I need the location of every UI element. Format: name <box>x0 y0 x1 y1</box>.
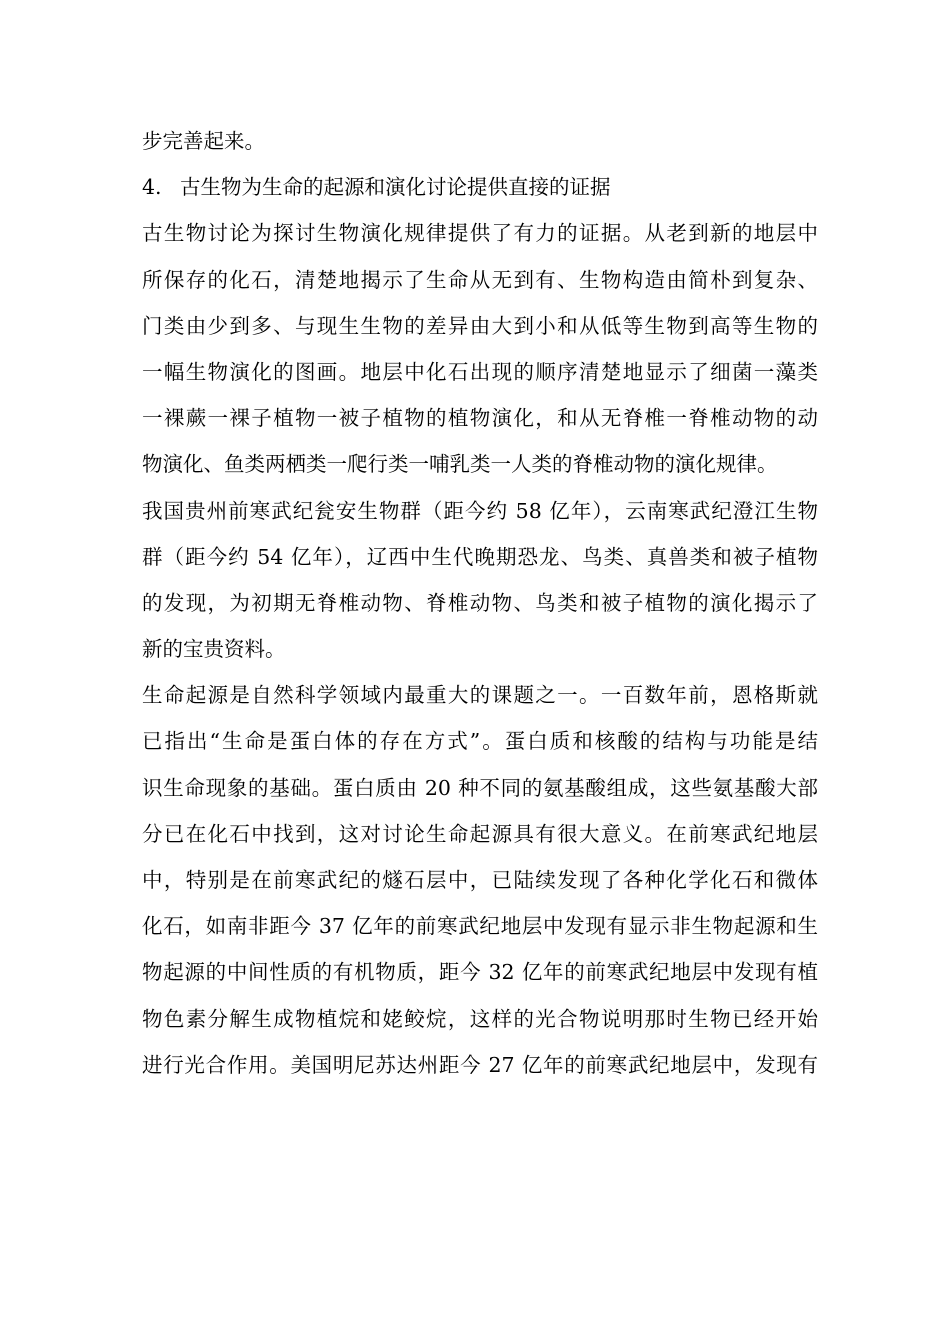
text-line: 物色素分解生成物植烷和姥鲛烷，这样的光合物说明那时生物已经开始 <box>142 1006 818 1031</box>
text-line: 所保存的化石，清楚地揭示了生命从无到有、生物构造由简朴到复杂、 <box>142 267 818 292</box>
document-body <box>142 118 818 1088</box>
section-heading <box>142 164 818 210</box>
text-line: 的发现，为初期无脊椎动物、脊椎动物、鸟类和被子植物的演化揭示了 <box>142 590 818 615</box>
body-paragraph-3 <box>142 672 818 1088</box>
text-line: 新的宝贵资料。 <box>142 637 286 662</box>
text-line: 中，特别是在前寒武纪的燧石层中，已陆续发现了各种化学化石和微体 <box>142 868 818 892</box>
text-line: 门类由少到多、与现生生物的差异由大到小和从低等生物到高等生物的 <box>142 313 818 338</box>
text-line: 分已在化石中找到，这对讨论生命起源具有很大意义。在前寒武纪地层 <box>142 821 818 846</box>
text-line: 物起源的中间性质的有机物质，距今 32 亿年的前寒武纪地层中发现有植 <box>142 960 818 985</box>
body-paragraph-2 <box>142 488 818 673</box>
section-number: 4. <box>142 175 162 200</box>
text-line: 一幅生物演化的图画。地层中化石出现的顺序清楚地显示了细菌一藻类 <box>142 359 818 384</box>
text-line: 生命起源是自然科学领域内最重大的课题之一。一百数年前，恩格斯就 <box>142 683 818 708</box>
text-line: 步完善起来。 <box>142 129 265 153</box>
text-line: 已指出“生命是蛋白体的存在方式”。蛋白质和核酸的结构与功能是结 <box>142 729 818 754</box>
text-line: 我国贵州前寒武纪瓮安生物群（距今约 58 亿年），云南寒武纪澄江生物 <box>142 498 818 523</box>
text-line: 化石，如南非距今 37 亿年的前寒武纪地层中发现有显示非生物起源和生 <box>142 914 818 939</box>
text-line: 识生命现象的基础。蛋白质由 20 种不同的氨基酸组成，这些氨基酸大部 <box>142 775 818 800</box>
body-paragraph-1 <box>142 210 818 487</box>
text-line: 古生物讨论为探讨生物演化规律提供了有力的证据。从老到新的地层中 <box>142 221 818 246</box>
text-line: 进行光合作用。美国明尼苏达州距今 27 亿年的前寒武纪地层中，发现有 <box>142 1052 818 1077</box>
text-line: 群（距今约 54 亿年），辽西中生代晚期恐龙、鸟类、真兽类和被子植物 <box>142 544 818 569</box>
intro-tail-paragraph <box>142 118 818 164</box>
text-line: 物演化、鱼类两栖类一爬行类一哺乳类一人类的脊椎动物的演化规律。 <box>142 452 778 477</box>
section-title: 古生物为生命的起源和演化讨论提供直接的证据 <box>180 175 611 200</box>
text-line: 一裸蕨一裸子植物一被子植物的植物演化，和从无脊椎一脊椎动物的动 <box>142 406 818 431</box>
